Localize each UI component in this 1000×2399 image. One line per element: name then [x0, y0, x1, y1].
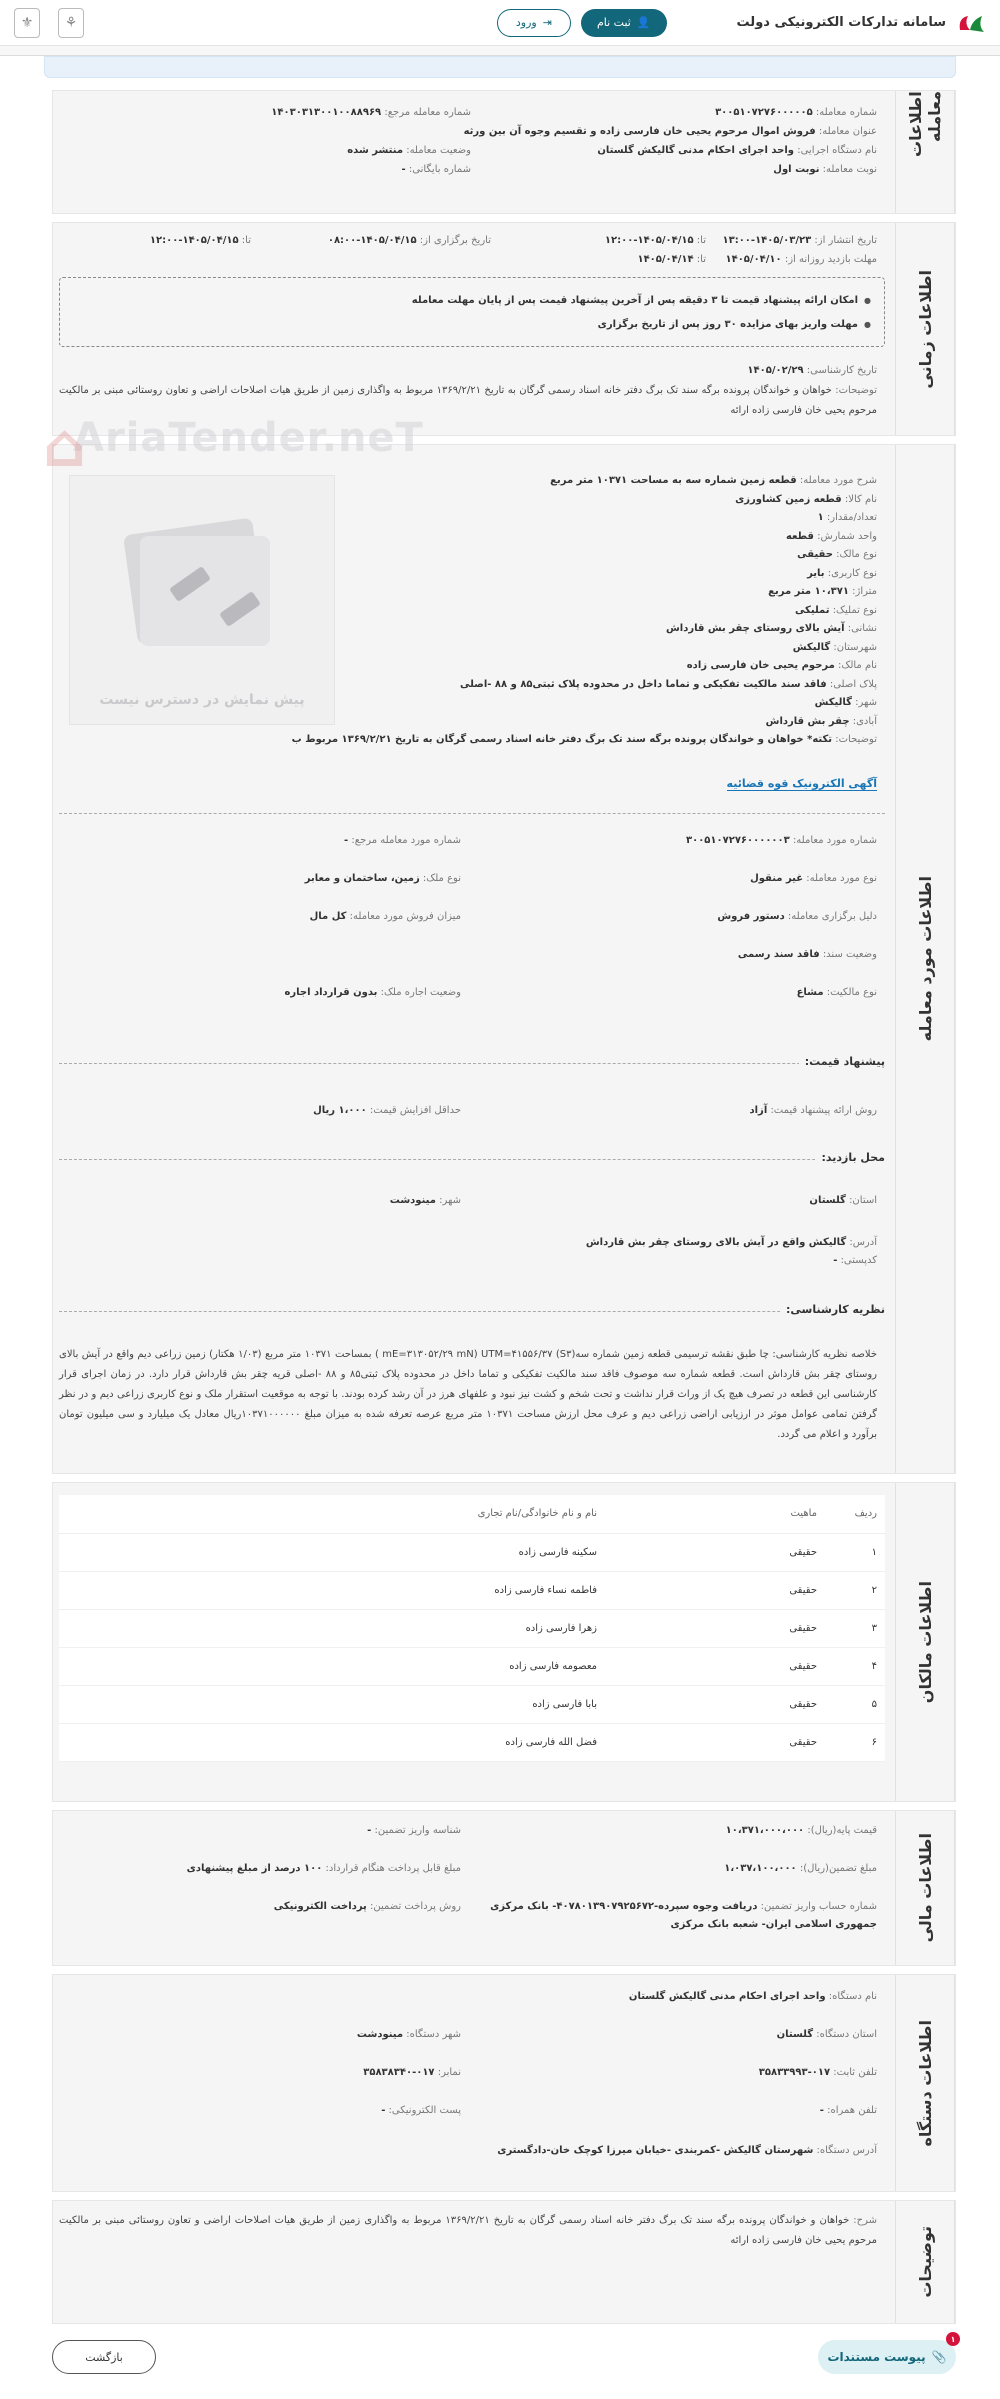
lease-status: وضعیت اجاره ملک: بدون قرارداد اجاره — [284, 987, 461, 998]
section-timing-info — [52, 222, 956, 436]
guarantee-id: شناسه واریز تضمین: - — [367, 1825, 461, 1836]
owners-column-header: ماهیت — [605, 1495, 825, 1533]
publish-date-to: تا: ۱۴۰۵/۰۴/۱۵-۱۲:۰۰ — [604, 235, 706, 246]
table-cell: حقیقی — [605, 1533, 825, 1571]
login-icon: ⇥ — [542, 16, 552, 29]
table-cell: ۶ — [825, 1723, 885, 1761]
deal-agency: نام دستگاه اجرایی: واحد اجرای احکام مدنی گالیکش گلستان — [597, 145, 877, 156]
table-cell: حقیقی — [605, 1647, 825, 1685]
table-cell: ۲ — [825, 1571, 885, 1609]
table-cell: زهرا فارسی زاده — [59, 1609, 605, 1647]
payable-amount: مبلغ قابل پرداخت هنگام قرارداد: ۱۰۰ درصد از مبلغ پیشنهادی — [186, 1863, 461, 1874]
agency-fax: نمابر: ۰۱۷-۳۵۸۳۸۳۴۰ — [363, 2067, 461, 2078]
visit-date: مهلت بازدید روزانه از: ۱۴۰۵/۰۴/۱۰ — [725, 254, 877, 265]
login-button[interactable] — [497, 9, 571, 37]
offer-heading: پیشنهاد قیمت: — [799, 1055, 885, 1068]
item-type: نوع مورد معامله: غیر منقول — [750, 873, 877, 884]
table-cell: معصومه فارسی زاده — [59, 1647, 605, 1685]
owners-column-header: ردیف — [825, 1495, 885, 1533]
section-body — [53, 223, 891, 435]
guarantee-account-line2: جمهوری اسلامی ایران- شعبه بانک مرکزی — [670, 1919, 877, 1930]
deal-turn: نوبت معامله: نوبت اول — [773, 164, 877, 175]
table-cell: بابا فارسی زاده — [59, 1685, 605, 1723]
back-button[interactable]: بازگشت — [52, 2340, 156, 2374]
section-label: اطلاعات معامله — [895, 91, 955, 213]
visit-address: آدرس: گالیکش واقع در آیش بالای روستای چقر بش قارداش — [585, 1237, 877, 1248]
top-header — [0, 0, 1000, 46]
section-body — [53, 1483, 891, 1801]
setad-logo-icon[interactable] — [956, 10, 986, 36]
no-preview-text: پیش نمایش در دسترس نیست — [99, 692, 305, 708]
table-row — [59, 1609, 885, 1647]
expert-opinion-heading: نظریه کارشناسی: — [780, 1303, 885, 1316]
owners-table — [59, 1495, 885, 1762]
table-row — [59, 1723, 885, 1761]
table-cell: سکینه فارسی زاده — [59, 1533, 605, 1571]
site-title: سامانه تدارکات الکترونیکی دولت — [736, 15, 946, 30]
guarantee-method: روش پرداخت تضمین: پرداخت الکترونیکی — [273, 1901, 461, 1912]
divider — [59, 1063, 885, 1064]
table-cell: حقیقی — [605, 1571, 825, 1609]
visit-city: شهر: مینودشت — [389, 1195, 461, 1206]
sale-share: میزان فروش مورد معامله: کل مال — [309, 911, 461, 922]
item-detail-line: نام کالا: قطعه زمین کشاورزی — [735, 493, 877, 505]
item-image-placeholder — [69, 475, 335, 725]
section-notes — [52, 2200, 956, 2324]
header-logos — [14, 8, 84, 38]
item-detail-line: تعداد/مقدار: ۱ — [817, 512, 877, 523]
visit-date-to: تا: ۱۴۰۵/۰۴/۱۴ — [637, 254, 706, 265]
agency-email: پست الکترونیکی: - — [381, 2105, 461, 2116]
add-user-icon: 👤 — [636, 16, 651, 29]
hold-date-to: تا: ۱۴۰۵/۰۴/۱۵-۱۲:۰۰ — [149, 235, 251, 246]
base-price: قیمت پایه(ریال): ۱۰،۳۷۱،۰۰۰،۰۰۰ — [725, 1825, 877, 1836]
item-detail-line: شهر: گالیکش — [814, 697, 877, 708]
nav-tab-strip — [0, 46, 1000, 56]
table-cell: فضل الله فارسی زاده — [59, 1723, 605, 1761]
expert-date: تاریخ کارشناسی: ۱۴۰۵/۰۲/۲۹ — [747, 365, 877, 376]
gavel-icon — [110, 506, 290, 656]
section-body — [43, 411, 891, 1473]
notes-text: شرح: خواهان و خواندگان پرونده برگه سند تک برگ دفتر خانه اسناد رسمی گرگان به تاریخ ۱۳۶۹/۲/۲۱ مربوط به واگذاری زمین از طریق هیات اصلاحات اراضی و تعاون روستائی مبنی بر مالکیت مرحوم یحیی خان فارسی زاده ارائه — [59, 2215, 877, 2246]
offer-method: روش ارائه پیشنهاد قیمت: آزاد — [749, 1105, 877, 1116]
item-detail-line: توضیحات: تکته* خواهان و خواندگان پرونده برگه سند تک برگ دفتر خانه اسناد رسمی گرگان به تاریخ ۱۳۶۹/۲/۲۱ مربوط ب — [291, 734, 877, 745]
section-label: اطلاعات مالی — [895, 1811, 955, 1965]
hold-date: تاریخ برگزاری از: ۱۴۰۵/۰۴/۱۵-۰۸:۰۰ — [327, 235, 491, 246]
agency-address: آدرس دستگاه: شهرستان گالیکش -کمربندی -خیابان میرزا کوچک خان-دادگستری — [497, 2145, 877, 2156]
timing-description: توضیحات: خواهان و خواندگان پرونده برگه سند تک برگ دفتر خانه اسناد رسمی گرگان به تاریخ ۱۳۶۹/۲/۲۱ مربوط به واگذاری زمین از طریق هیات اصلاحات اراضی و تعاون روستائی مبنی بر مالکیت مرحوم یحیی خان فارسی زاده ارائه — [59, 385, 877, 416]
info-notice-bar — [44, 56, 956, 78]
rule-bullet: ● امکان ارائه پیشنهاد قیمت تا ۳ دقیقه پس از آخرین پیشنهاد قیمت پس از پایان مهلت معامله — [412, 295, 871, 306]
deal-subject: عنوان معامله: فروش اموال مرحوم یحیی خان فارسی زاده و تقسیم وجوه آن بین ورثه — [463, 126, 877, 137]
agency-province: استان دستگاه: گلستان — [776, 2029, 877, 2040]
table-cell: ۵ — [825, 1685, 885, 1723]
attachments-label: پیوست مستندات — [827, 2350, 926, 2364]
item-detail-line: نوع تملیک: تملیکی — [794, 604, 877, 616]
visit-postal-code: کدپستی: - — [833, 1255, 877, 1266]
section-finance-info — [52, 1810, 956, 1966]
owners-column-header: نام و نام خانوادگی/نام تجاری — [59, 1495, 605, 1533]
signup-button[interactable] — [581, 9, 667, 37]
section-label: اطلاعات مورد معامله — [895, 445, 955, 1473]
item-detail-line: شرح مورد معامله: قطعه زمین شماره سه به مساحت ۱۰۳۷۱ متر مربع — [550, 475, 877, 486]
section-label: اطلاعات مالکان — [895, 1483, 955, 1801]
divider — [59, 1159, 885, 1160]
section-body — [53, 91, 891, 213]
hold-reason: دلیل برگزاری معامله: دستور فروش — [717, 911, 877, 922]
table-cell: حقیقی — [605, 1685, 825, 1723]
min-increase: حداقل افزایش قیمت: ۱،۰۰۰ ریال — [313, 1105, 461, 1116]
timing-rules-box — [59, 277, 885, 347]
divider — [59, 1311, 885, 1312]
paperclip-icon: 📎 — [931, 2350, 947, 2364]
ministry-emblem-icon: ⚘ — [58, 8, 84, 38]
deal-ref-number: شماره معامله مرجع: ۱۴۰۳۰۳۱۳۰۰۱۰۰۸۸۹۶۹ — [271, 107, 471, 118]
item-detail-line: پلاک اصلی: فاقد سند مالکیت تفکیکی و تماما داخل در محدوده پلاک ثبتی۸۵ و ۸۸ -اصلی — [459, 678, 877, 690]
item-detail-line: نوع کاربری: بایر — [807, 567, 877, 579]
section-body — [53, 1811, 891, 1965]
section-label: اطلاعات دستگاه — [895, 1975, 955, 2191]
visit-province: استان: گلستان — [809, 1195, 877, 1206]
attachments-button[interactable] — [818, 2334, 956, 2374]
attachments-count-badge: ۱ — [946, 2332, 960, 2346]
table-row — [59, 1647, 885, 1685]
deal-archive: شماره بایگانی: - — [401, 164, 471, 175]
rule-bullet: ● مهلت واریز بهای مزایده ۳۰ روز پس از تاریخ برگزاری — [598, 319, 871, 330]
header-brand — [497, 9, 986, 37]
visit-place-heading: محل بازدید: — [815, 1151, 885, 1164]
section-item-info — [43, 411, 956, 1474]
signup-label: ثبت نام — [596, 16, 631, 29]
item-detail-line: نشانی: آیش بالای روستای چقر بش قارداش — [665, 623, 877, 634]
divider — [59, 813, 885, 814]
item-detail-line: شهرستان: گالیکش — [792, 641, 877, 653]
table-cell: ۴ — [825, 1647, 885, 1685]
table-row — [59, 1533, 885, 1571]
item-detail-line: نوع مالک: حقیقی — [797, 549, 877, 560]
login-label: ورود — [515, 16, 537, 29]
section-body — [53, 2201, 891, 2323]
deal-status: وضعیت معامله: منتشر شده — [347, 145, 471, 156]
judiciary-ad-link[interactable]: آگهی الکترونیک قوه قضائیه — [726, 777, 877, 790]
table-cell: حقیقی — [605, 1723, 825, 1761]
guarantee-amount: مبلغ تضمین(ریال): ۱،۰۳۷،۱۰۰،۰۰۰ — [724, 1863, 877, 1874]
agency-phone: تلفن ثابت: ۰۱۷-۳۵۸۳۳۹۹۳ — [758, 2067, 877, 2078]
section-owners-info — [52, 1482, 956, 1802]
item-detail-line: متراژ: ۱۰،۳۷۱ متر مربع — [768, 586, 877, 597]
item-detail-line: آبادی: چقر بش قارداش — [765, 715, 877, 727]
guarantee-account: شماره حساب واریز تضمین: دریافت وجوه سپرده-۴۰۷۸۰۱۳۹۰۷۹۲۵۶۷۲- بانک مرکزی — [490, 1901, 877, 1912]
agency-name: نام دستگاه: واحد اجرای احکام مدنی گالیکش گلستان — [628, 1991, 877, 2002]
agency-mobile: تلفن همراه: - — [819, 2105, 877, 2116]
item-ref-number: شماره مورد معامله مرجع: - — [344, 835, 461, 846]
deed-status: وضعیت سند: فاقد سند رسمی — [737, 949, 877, 960]
expert-opinion-text: خلاصه نظریه کارشناسی: چا طبق نقشه ترسیمی قطعه زمین شماره سه(S۳) mE=۳۱۳۰۵۲/۲۹ mN) UTM=۴۱۵۵۶/۳۷ ) بمساحت ۱۰۳۷۱ متر مربع (۱/۰۳ هکتار) زمین زراعی دیم واقع در آیش بالای روستای چقر بش قارداش است. قطعه شماره سه موصوف فاقد سند مالکیت تفکیکی و تماما داخل در محدوده پلاک ثبتی۸۵ و ۸۸ -اصلی قریه چقر بش قارداش قرار دارد. در زمان اجرای قرار کارشناسی این قطعه در تصرف هیچ یک از وراث قرار نداشت و تحت شخم و کشت نیز نبود و علفهای هرز در آن رشد کرده بودند. با توجه به موقعیت استقرار ملک و نوع کاربری زراعی دیم و در نظر گرفتن تمامی عوامل موثر در ارزیابی اراضی زراعی دیم و عرف محل ارزش مساحت ۱۰۳۷۱ متر مربع عرصه تعرفه شده به میزان مبلغ ۱۰۳۷۱۰۰۰۰۰۰ریال معادل یک میلیارد و سی میلیون تومان برآورد و اعلام می گردد. — [59, 1349, 878, 1440]
item-detail-line: واحد شمارش: قطعه — [785, 530, 877, 542]
section-label: اطلاعات زمانی — [895, 223, 955, 435]
table-cell: فاطمه نساء فارسی زاده — [59, 1571, 605, 1609]
watermark-text: AriaTender.neT — [73, 415, 424, 461]
item-detail-line: نام مالک: مرحوم یحیی خان فارسی زاده — [686, 660, 877, 671]
table-cell: ۱ — [825, 1533, 885, 1571]
watermark-logo-icon: ⌂ — [43, 411, 87, 481]
agency-city: شهر دستگاه: مینودشت — [356, 2029, 461, 2040]
table-cell: ۳ — [825, 1609, 885, 1647]
table-row — [59, 1571, 885, 1609]
section-body — [53, 1975, 891, 2191]
property-type: نوع ملک: زمین، ساختمان و معابر — [304, 873, 461, 884]
table-cell: حقیقی — [605, 1609, 825, 1647]
item-number: شماره مورد معامله: ۳۰۰۵۱۰۷۲۷۶۰۰۰۰۰۰۳ — [685, 835, 877, 846]
ownership-type: نوع مالکیت: مشاع — [796, 987, 877, 998]
section-deal-info — [52, 90, 956, 214]
table-row — [59, 1685, 885, 1723]
section-agency-info — [52, 1974, 956, 2192]
government-emblem-icon: ⚜ — [14, 8, 40, 38]
deal-number: شماره معامله: ۳۰۰۵۱۰۷۲۷۶۰۰۰۰۰۵ — [715, 107, 877, 118]
section-label: توضیحات — [895, 2201, 955, 2323]
publish-date: تاریخ انتشار از: ۱۴۰۵/۰۳/۲۳-۱۳:۰۰ — [722, 235, 877, 246]
